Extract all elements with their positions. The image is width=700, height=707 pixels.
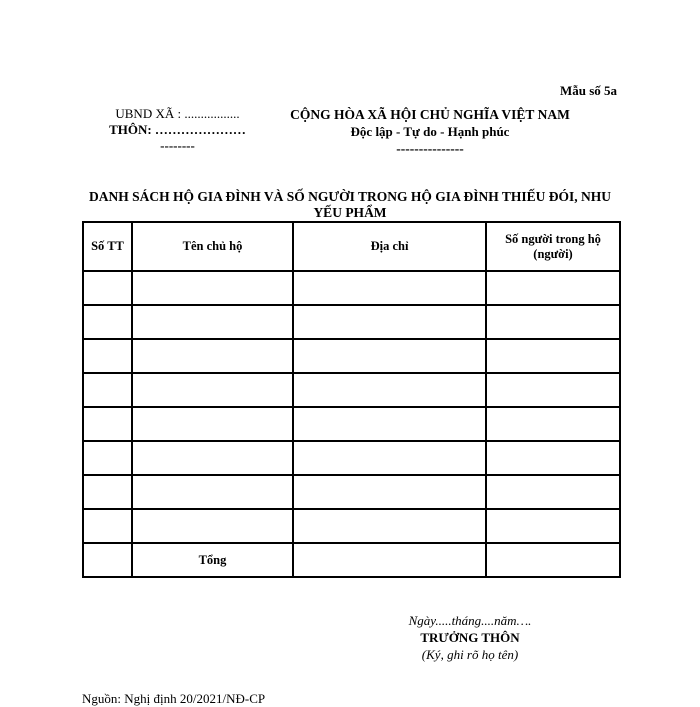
country-name: CỘNG HÒA XÃ HỘI CHỦ NGHĨA VIỆT NAM	[290, 107, 570, 122]
table-cell	[83, 271, 132, 305]
table-cell	[486, 373, 620, 407]
table-cell	[83, 475, 132, 509]
table-cell	[293, 509, 486, 543]
village-label: THÔN: …………………	[109, 122, 246, 137]
document-title: DANH SÁCH HỘ GIA ĐÌNH VÀ SỐ NGƯỜI TRONG HỘ GIA ĐÌNH THIẾU ĐÓI, NHU YẾU PHẨM	[89, 189, 611, 220]
table-cell	[83, 509, 132, 543]
date-line: Ngày.....tháng....năm….	[408, 613, 532, 628]
table-cell	[486, 441, 620, 475]
table-row	[83, 407, 620, 441]
table-cell	[132, 509, 293, 543]
table-cell	[132, 441, 293, 475]
table-cell	[486, 407, 620, 441]
left-divider: --------	[160, 138, 195, 153]
household-table	[82, 221, 621, 578]
table-cell	[486, 305, 620, 339]
table-cell	[486, 339, 620, 373]
table-cell	[293, 373, 486, 407]
table-cell	[293, 339, 486, 373]
col-header-address: Địa chỉ	[293, 222, 486, 271]
total-label: Tổng	[132, 543, 293, 577]
table-row	[83, 271, 620, 305]
table-cell	[83, 543, 132, 577]
right-divider: ---------------	[396, 141, 464, 156]
table-row	[83, 305, 620, 339]
table-cell	[83, 373, 132, 407]
col-header-head-of-household: Tên chủ hộ	[132, 222, 293, 271]
table-cell	[293, 305, 486, 339]
source-note: Nguồn: Nghị định 20/2021/NĐ-CP	[82, 691, 266, 706]
table-cell	[486, 271, 620, 305]
table-cell	[293, 271, 486, 305]
table-cell	[486, 509, 620, 543]
table-cell	[132, 271, 293, 305]
table-total-row	[83, 543, 620, 577]
signature-note: (Ký, ghi rõ họ tên)	[421, 647, 519, 662]
left-header	[95, 106, 260, 154]
table-cell	[132, 373, 293, 407]
table-cell	[83, 339, 132, 373]
col-header-members: Số người trong hộ (người)	[486, 222, 620, 271]
table-cell	[293, 441, 486, 475]
table-cell	[486, 543, 620, 577]
signature-block	[380, 612, 560, 663]
table-cell	[132, 339, 293, 373]
table-row	[83, 509, 620, 543]
table-cell	[293, 407, 486, 441]
national-motto: Độc lập - Tự do - Hạnh phúc	[350, 124, 510, 139]
table-cell	[83, 305, 132, 339]
table-cell	[83, 407, 132, 441]
table-row	[83, 339, 620, 373]
table-row	[83, 475, 620, 509]
table-cell	[132, 407, 293, 441]
table-row	[83, 373, 620, 407]
table-cell	[132, 475, 293, 509]
table-cell	[132, 305, 293, 339]
col-header-no: Số TT	[83, 222, 132, 271]
form-number: Mẫu số 5a	[559, 83, 617, 98]
right-header	[275, 106, 585, 157]
table-row	[83, 441, 620, 475]
table-cell	[83, 441, 132, 475]
table-cell	[293, 543, 486, 577]
signer-role: TRƯỞNG THÔN	[420, 630, 520, 645]
commune-label: UBND XÃ : .................	[115, 106, 240, 121]
table-cell	[486, 475, 620, 509]
table-cell	[293, 475, 486, 509]
table-header-row	[83, 222, 620, 271]
